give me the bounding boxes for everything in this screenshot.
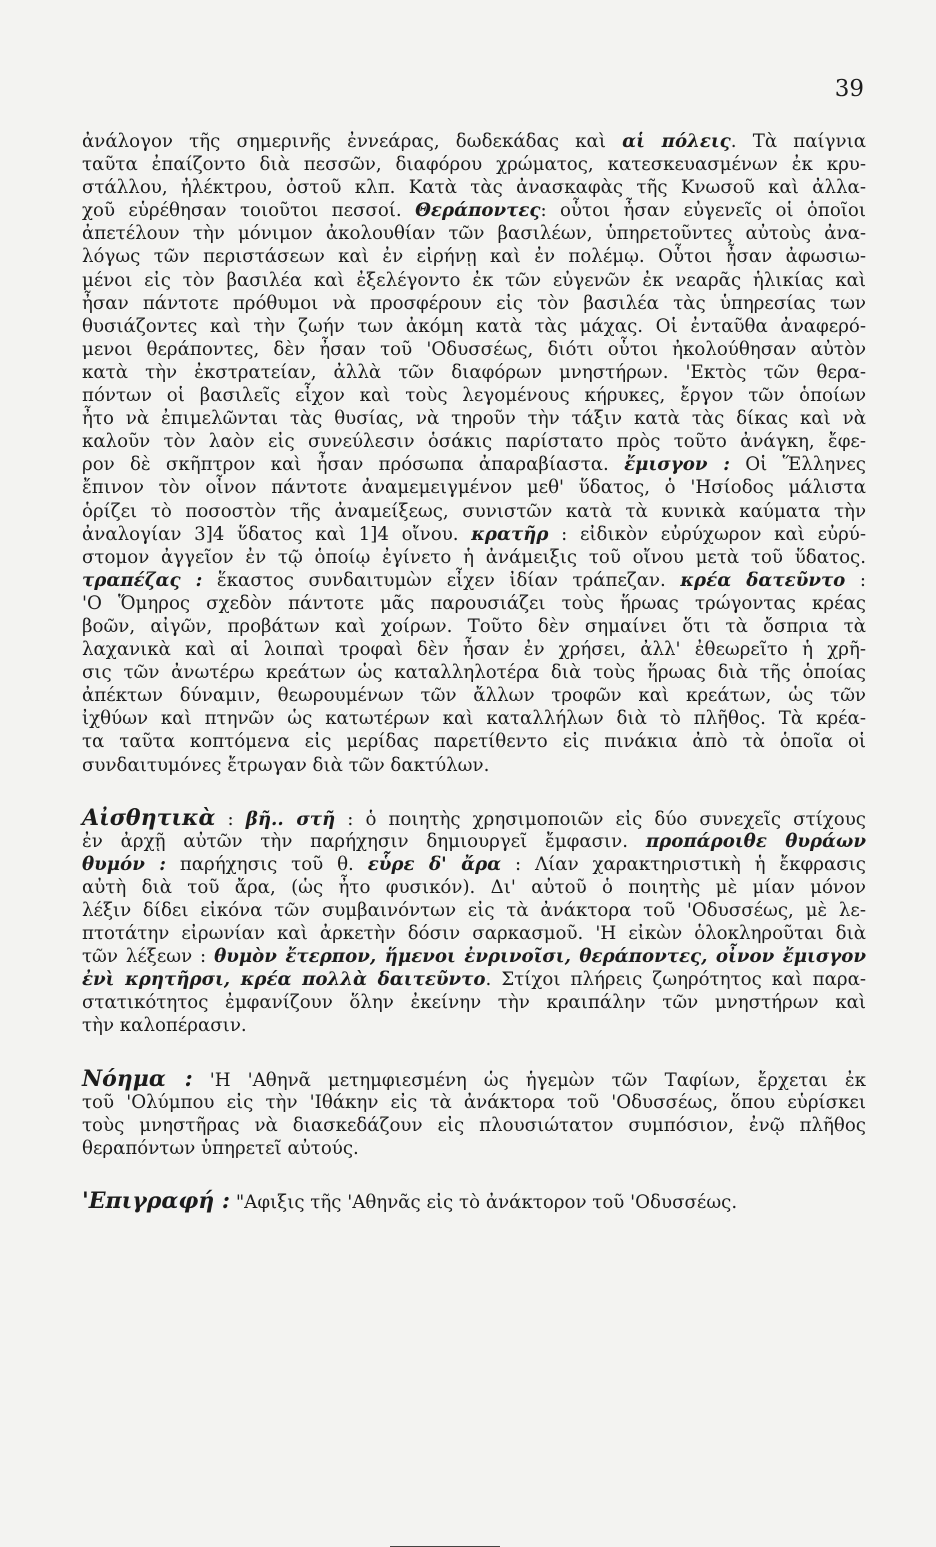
paragraph [82, 804, 866, 1038]
text-line: τραπέζας : ἕκαστος συνδαιτυμὼν εἶχεν ἰδίαν τράπεζαν. κρέα δατεῦντο : [82, 569, 867, 591]
emphasis-term: ἔμισγον : [624, 454, 730, 476]
emphasis-term: κρέα δατεῦντο [680, 569, 846, 591]
text-line: ἦσαν πάντοτε πρόθυμοι νὰ προσφέρουν εἰς τὸν βασιλέα τὰς ὑπηρεσίας των [82, 292, 866, 314]
emphasis-term: προπάροιθε θυράων [645, 830, 866, 852]
text-line: κατὰ τὴν ἐκστρατείαν, ἀλλὰ τῶν διαφόρων μνηστήρων. 'Εκτὸς τῶν θερα- [82, 361, 866, 383]
section-heading: Νόημα : [82, 1065, 193, 1092]
paragraph [82, 130, 866, 777]
page-number: 39 [834, 76, 864, 102]
text-line: μενοι θεράποντες, δὲν ἦσαν τοῦ 'Οδυσσέως, διότι οὗτοι ἠκολούθησαν αὐτὸν [82, 338, 866, 360]
text-line: καλοῦν τὸν λαὸν εἰς συνεύλεσιν ὁσάκις παρίστατο πρὸς τοῦτο ἀνάγκη, ἔφε- [82, 431, 866, 453]
emphasis-term: θυμὸν ἔτερπον, ἥμενοι ἐνρινοῖσι, θεράποντες, οἶνον ἔμισγον [214, 946, 866, 968]
text-line: ὁρίζει τὸ ποσοστὸν τῆς ἀναμείξεως, συνιστῶν κατὰ τὰ κυνικὰ καύματα τὴν [82, 500, 866, 522]
text-line: 'Ο Ὅμηρος σχεδὸν πάντοτε μᾶς παρουσιάζει τοὺς ἥρωας τρώγοντας κρέας [82, 592, 866, 614]
emphasis-term: ἐνὶ κρητῆρσι, κρέα πολλὰ δαιτεῦντο [82, 969, 486, 991]
emphasis-term: βῆ.. στῆ [245, 808, 336, 830]
text-line: λέξιν δίδει εἰκόνα τῶν συμβαινόντων εἰς τὰ ἀνάκτορα τοῦ 'Οδυσσέως, μὲ λε- [82, 900, 866, 921]
text-line: τοῦ 'Ολύμπου εἰς τὴν 'Ιθάκην εἰς τὰ ἀνάκτορα τοῦ 'Οδυσσέως, ὅπου εὑρίσκει [82, 1091, 866, 1113]
text-line: πόντων οἱ βασιλεῖς εἶχον καὶ τοὺς λεγομένους κήρυκες, ἔργον τῶν ὁποίων [82, 385, 866, 407]
text-line: Αἰσθητικὰ : βῆ.. στῆ : ὁ ποιητὴς χρησιμοποιῶν εἰς δύο συνεχεῖς στίχους [82, 804, 866, 831]
section-heading: Αἰσθητικὰ [82, 804, 216, 831]
text-line: τὴν καλοπέρασιν. [82, 1015, 247, 1037]
section-heading: 'Επιγραφή : [82, 1187, 231, 1214]
text-line: στατικότητος ἐμφανίζουν ὅλην ἐκείνην τὴν κραιπάλην τῶν μνηστήρων καὶ [82, 992, 866, 1014]
emphasis-term: κρατῆρ [471, 523, 549, 545]
text-line: ἔπινον τὸν οἶνον πάντοτε ἀναμεμειγμένον μεθ' ὕδατος, ὁ 'Ησίοδος μάλιστα [82, 477, 866, 499]
text-line: στάλλου, ἠλέκτρου, ὀστοῦ κλπ. Κατὰ τὰς ἀνασκαφὰς τῆς Κνωσοῦ καὶ ἀλλα- [82, 177, 866, 199]
text-line: ταῦτα ἐπαίζοντο διὰ πεσσῶν, διαφόρου χρώματος, κατεσκευασμένων ἐκ κρυ- [82, 154, 866, 176]
text-line: τα ταῦτα κοπτόμενα εἰς μερίδας παρετίθεντο εἰς πινάκια ἀπὸ τὰ ὁποῖα οἱ [82, 731, 866, 753]
text-line: ἐνὶ κρητῆρσι, κρέα πολλὰ δαιτεῦντο. Στίχοι πλήρεις ζωηρότητος καὶ παρα- [82, 969, 866, 991]
text-line: λόγως τῶν περιστάσεων καὶ ἐν εἰρήνῃ καὶ ἐν πολέμῳ. Οὗτοι ἦσαν ἀφωσιω- [82, 246, 866, 268]
text-line: αὐτὴ διὰ τοῦ ἄρα, (ὡς ἦτο φυσικόν). Δι' αὐτοῦ ὁ ποιητὴς μὲ μίαν μόνον [82, 876, 866, 898]
text-line: βοῶν, αἰγῶν, προβάτων καὶ χοίρων. Τοῦτο δὲν σημαίνει ὅτι τὰ ὄσπρια τὰ [82, 615, 866, 637]
text-line: ἐν ἀρχῇ αὐτῶν τὴν παρήχησιν δημιουργεῖ ἔμφασιν. προπάροιθε θυράων [82, 830, 866, 852]
text-line: στομον ἀγγεῖον ἐν τῷ ὁποίῳ ἐγίνετο ἡ ἀνάμειξις τοῦ οἴνου μετὰ τοῦ ὕδατος. [82, 546, 866, 568]
text-line: ἦτο νὰ ἐπιμελῶνται τὰς θυσίας, νὰ τηροῦν τὴν τάξιν κατὰ τὰς δίκας καὶ νὰ [82, 408, 866, 430]
text-line: θυμόν : παρήχησις τοῦ θ. εὗρε δ' ἄρα : Λίαν χαρακτηριστικὴ ἡ ἔκφρασις [82, 853, 866, 875]
text-line: λαχανικὰ καὶ αἱ λοιπαὶ τροφαὶ δὲν ἦσαν ἐν χρήσει, ἀλλ' ἐθεωρεῖτο ἡ χρῆ- [82, 639, 866, 661]
text-line: συνδαιτυμόνες ἔτρωγαν διὰ τῶν δακτύλων. [82, 754, 490, 776]
text-line: ἀνάλογον τῆς σημερινῆς ἐννεάρας, δωδεκάδας καὶ αἱ πόλεις. Τὰ παίγνια [82, 131, 866, 152]
emphasis-term: Θεράποντες [415, 200, 541, 222]
text-line: Νόημα : 'Η 'Αθηνᾶ μετημφιεσμένη ὡς ἡγεμὼν τῶν Ταφίων, ἔρχεται ἐκ [82, 1065, 867, 1092]
emphasis-term: αἱ πόλεις [622, 131, 731, 152]
paragraph [82, 1187, 866, 1214]
text-line: ἀπετέλουν τὴν μόνιμον ἀκολουθίαν τῶν βασιλέων, ὑπηρετοῦντες αὐτοὺς ἀνα- [82, 223, 866, 245]
text-line: τῶν λέξεων : θυμὸν ἔτερπον, ἥμενοι ἐνρινοῖσι, θεράποντες, οἶνον ἔμισγον [82, 946, 866, 968]
text-line: ρον δὲ σκῆπτρον καὶ ἦσαν πρόσωπα ἀπαραβίαστα. ἔμισγον : Οἱ Ἕλληνες [82, 454, 866, 476]
text-line: τοὺς μνηστῆρας νὰ διασκεδάζουν εἰς πλουσιώτατον συμπόσιον, ἐνῷ πλῆθος [82, 1114, 866, 1136]
paragraph [82, 1065, 867, 1160]
text-line: ἀπέκτων δύναμιν, θεωρουμένων τῶν ἄλλων τροφῶν καὶ κρεάτων, ὡς τῶν [82, 685, 866, 707]
emphasis-term: εὗρε δ' ἄρα [367, 853, 502, 875]
text-line: χοῦ εὑρέθησαν τοιοῦτοι πεσσοί. Θεράποντες: οὗτοι ἦσαν εὐγενεῖς οἱ ὁποῖοι [82, 200, 866, 222]
text-line: θεραπόντων ὑπηρετεῖ αὐτούς. [82, 1137, 359, 1159]
text-line: ἰχθύων καὶ πτηνῶν ὡς κατωτέρων καὶ καταλλήλων διὰ τὸ πλῆθος. Τὰ κρέα- [82, 708, 866, 730]
text-line: πτοτάτην εἰρωνίαν καὶ ἀρκετὴν δόσιν σαρκασμοῦ. 'Η εἰκὼν ὁλοκληροῦται διὰ [82, 923, 866, 945]
body-text [82, 130, 866, 1213]
text-line: μένοι εἰς τὸν βασιλέα καὶ ἐξελέγοντο ἐκ τῶν εὐγενῶν ἐκ νεαρᾶς ἡλικίας καὶ [82, 269, 866, 291]
text-line: σις τῶν ἀνωτέρω κρεάτων ὡς καταλληλοτέρα διὰ τοὺς ἥρωας διὰ τῆς ὁποίας [82, 662, 866, 684]
text-line: 'Επιγραφή : "Αφιξις τῆς 'Αθηνᾶς εἰς τὸ ἀνάκτορον τοῦ 'Οδυσσέως. [82, 1187, 738, 1214]
text-line: ἀναλογίαν 3]4 ὕδατος καὶ 1]4 οἴνου. κρατῆρ : εἰδικὸν εὐρύχωρον καὶ εὐρύ- [82, 523, 866, 545]
text-line: θυσιάζοντες καὶ τὴν ζωήν των ἀκόμη κατὰ τὰς μάχας. Οἱ ἐνταῦθα ἀναφερό- [82, 315, 866, 337]
emphasis-term: τραπέζας : [82, 569, 203, 591]
emphasis-term: θυμόν : [82, 853, 166, 875]
